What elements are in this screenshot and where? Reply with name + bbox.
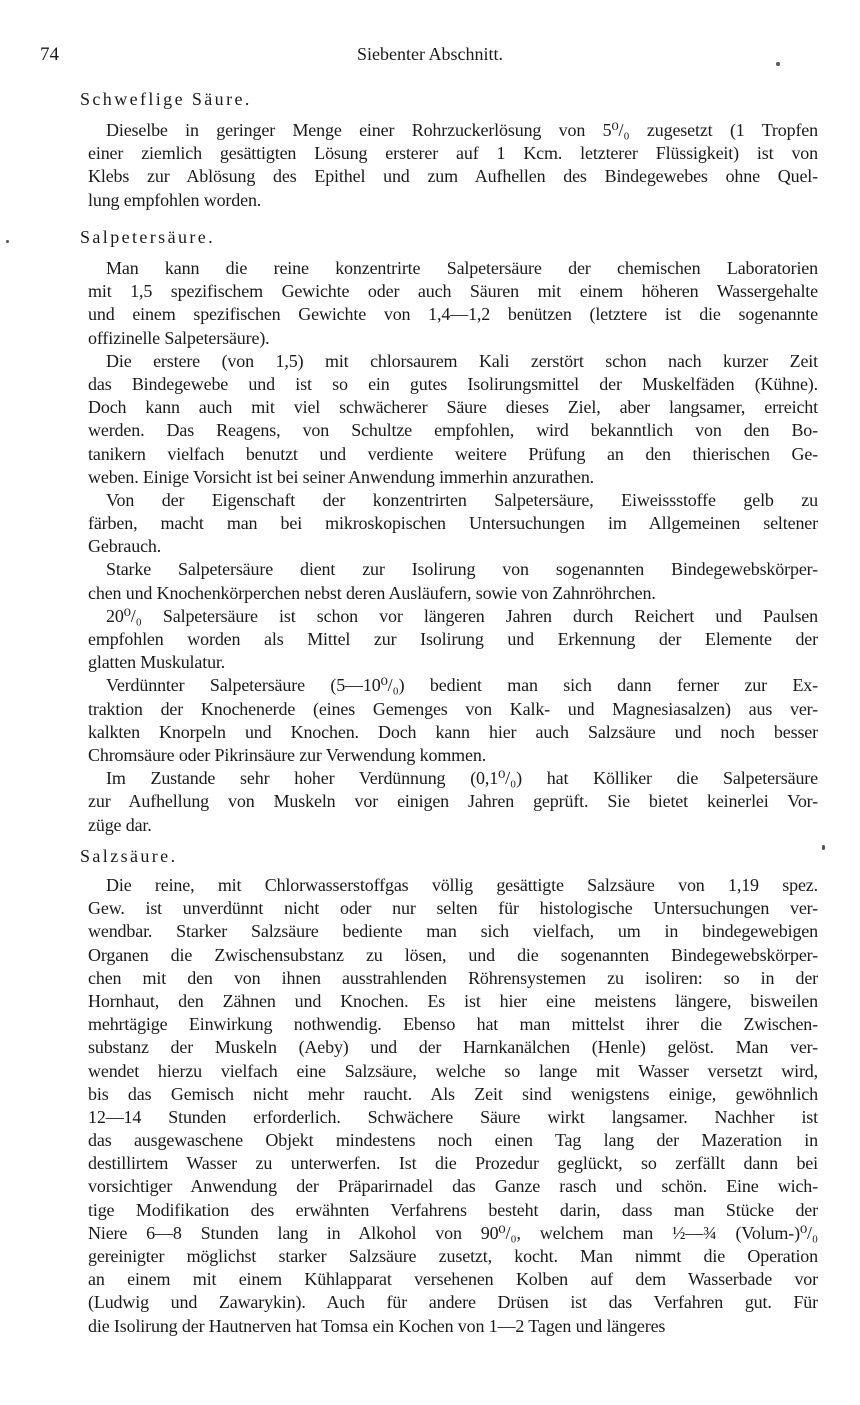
text-line: Gew. ist unverdünnt nicht oder nur selten für histologische Untersuchungen ver- [88, 898, 818, 919]
text-line: tige Modifikation des erwähnten Verfahrens besteht darin, dass man Stücke der [88, 1199, 818, 1220]
text-line: das ausgewaschene Objekt mindestens noch einen Tag lang der Mazeration in [88, 1130, 818, 1151]
text-line: Dieselbe in geringer Menge einer Rohrzuckerlösung von 5⁰/₀ zugesetzt (1 Tropfen [106, 120, 818, 140]
scan-speck [776, 62, 780, 66]
text-line: wendet hierzu vielfach eine Salzsäure, welche so lange mit Wasser versetzt wird, [88, 1060, 818, 1081]
text-line: Hornhaut, den Zähnen und Knochen. Es ist hier eine meistens längere, bisweilen [88, 990, 818, 1011]
text-line: destillirtem Wasser zu unterwerfen. Ist die Prozedur geglückt, so zerfällt dann bei [88, 1153, 818, 1174]
text-line: Doch kann auch mit viel schwächerer Säure dieses Ziel, aber langsamer, erreicht [88, 397, 818, 418]
text-line: züge dar. [88, 814, 152, 835]
text-line: Die reine, mit Chlorwasserstoffgas völlig gesättigte Salzsäure von 1,19 spez. [106, 875, 818, 895]
text-line: Verdünnter Salpetersäure (5—10⁰/₀) bedient man sich dann ferner zur Ex- [106, 675, 818, 696]
section-body-salpetersaeure [88, 257, 818, 837]
text-line: traktion der Knochenerde (eines Gemenges von Kalk- und Magnesiasalzen) aus ver- [88, 698, 818, 719]
text-line: 12—14 Stunden erforderlich. Schwächere Säure wirkt langsamer. Nachher ist [88, 1106, 818, 1127]
text-line: tanikern vielfach benutzt und verdiente weitere Prüfung an den thierischen Ge- [88, 443, 818, 464]
text-line: wendbar. Starker Salzsäure bediente man sich vielfach, um in bindegewebigen [88, 921, 818, 942]
text-line: färben, macht man bei mikroskopischen Untersuchungen im Allgemeinen seltener [88, 513, 818, 534]
text-line: chen und Knochenkörperchen nebst deren Ausläufern, sowie von Zahnröhrchen. [88, 582, 656, 603]
text-line: das Bindegewebe und ist so ein gutes Isolirungsmittel der Muskelfäden (Kühne). [88, 373, 818, 394]
text-line: mit 1,5 spezifischem Gewichte oder auch Säuren mit einem höheren Wassergehalte [88, 281, 818, 302]
running-title: Siebenter Abschnitt. [357, 44, 503, 64]
text-line: vorsichtiger Anwendung der Präparirnadel das Ganze rasch und schön. Eine wich- [88, 1176, 818, 1197]
text-line: Niere 6—8 Stunden lang in Alkohol von 90⁰/₀, welchem man ½—¾ (Volum-)⁰/₀ [88, 1222, 818, 1243]
section-heading-salpetersaeure: Salpetersäure. [80, 227, 216, 247]
text-line: die Isolirung der Hautnerven hat Tomsa ein Kochen von 1—2 Tagen und längeres [88, 1315, 666, 1336]
paragraph [88, 350, 818, 489]
text-line: zur Aufhellung von Muskeln vor einigen Jahren geprüft. Sie bietet keinerlei Vor- [88, 791, 818, 812]
text-line: gereinigter möglichst starker Salzsäure zusetzt, kocht. Man nimmt die Operation [88, 1246, 818, 1266]
text-line: Organen die Zwischensubstanz zu lösen, und die sogenannten Bindegewebskörper- [88, 944, 818, 965]
section-heading-schweflige-saeure: Schweflige Säure. [80, 89, 252, 109]
page-number: 74 [40, 44, 59, 65]
paragraph [88, 874, 818, 1338]
text-line: Klebs zur Ablösung des Epithel und zum Aufhellen des Bindegewebes ohne Quel- [88, 166, 818, 187]
paragraph [88, 489, 818, 559]
text-line: bis das Gemisch nicht mehr raucht. Als Zeit sind wenigstens einige, gewöhnlich [88, 1083, 818, 1104]
paragraph [88, 257, 818, 350]
text-line: offizinelle Salpetersäure). [88, 327, 270, 348]
text-line: mehrtägige Einwirkung nothwendig. Ebenso hat man mittelst ihrer die Zwischen- [88, 1014, 818, 1035]
text-line: Man kann die reine konzentrirte Salpetersäure der chemischen Laboratorien [106, 258, 818, 278]
text-line: Im Zustande sehr hoher Verdünnung (0,1⁰/₀) hat Kölliker die Salpetersäure [106, 768, 818, 789]
text-line: lung empfohlen worden. [88, 189, 262, 210]
text-line: Gebrauch. [88, 536, 162, 557]
text-line: und einem spezifischen Gewichte von 1,4—1,2 benützen (letztere ist die sogenannte [88, 304, 818, 325]
text-line: empfohlen worden als Mittel zur Isolirung und Erkennung der Elemente der [88, 629, 818, 649]
paragraph [88, 558, 818, 604]
text-line: substanz der Muskeln (Aeby) und der Harnkanälchen (Henle) gelöst. Man ver- [88, 1037, 818, 1058]
text-line: 20⁰/₀ Salpetersäure ist schon vor längeren Jahren durch Reichert und Paulsen [106, 605, 818, 626]
paragraph [88, 605, 818, 675]
text-line: Starke Salpetersäure dient zur Isolirung von sogenannten Bindegewebskörper- [106, 559, 818, 580]
text-line: glatten Muskulatur. [88, 652, 226, 673]
text-line: Chromsäure oder Pikrinsäure zur Verwendung kommen. [88, 744, 487, 765]
paragraph [88, 767, 818, 837]
text-line: kalkten Knorpeln und Knochen. Doch kann hier auch Salzsäure und noch besser [88, 721, 818, 742]
section-body-salzsaeure [88, 874, 818, 1338]
paragraph [88, 674, 818, 767]
section-heading-salzsaeure: Salzsäure. [80, 846, 178, 866]
text-line: werden. Das Reagens, von Schultze empfohlen, wird bekanntlich von den Bo- [88, 420, 818, 441]
scan-speck [822, 845, 825, 850]
paragraph [88, 119, 818, 212]
text-line: Von der Eigenschaft der konzentrirten Salpetersäure, Eiweissstoffe gelb zu [106, 489, 818, 510]
text-line: weben. Einige Vorsicht ist bei seiner Anwendung immerhin anzurathen. [88, 466, 595, 487]
scan-speck [6, 240, 9, 243]
text-line: chen mit den von ihnen ausstrahlenden Röhrensystemen zu isoliren: so in der [88, 967, 818, 988]
text-line: Die erstere (von 1,5) mit chlorsaurem Kali zerstört schon nach kurzer Zeit [106, 350, 818, 371]
text-line: an einem mit einem Kühlapparat versehenen Kolben auf dem Wasserbade vor [88, 1269, 818, 1290]
text-line: einer ziemlich gesättigten Lösung ersterer auf 1 Kcm. letzterer Flüssigkeit) ist von [88, 143, 818, 164]
text-line: (Ludwig und Zawarykin). Auch für andere Drüsen ist das Verfahren gut. Für [88, 1292, 818, 1313]
section-body-schweflige-saeure [88, 119, 818, 212]
